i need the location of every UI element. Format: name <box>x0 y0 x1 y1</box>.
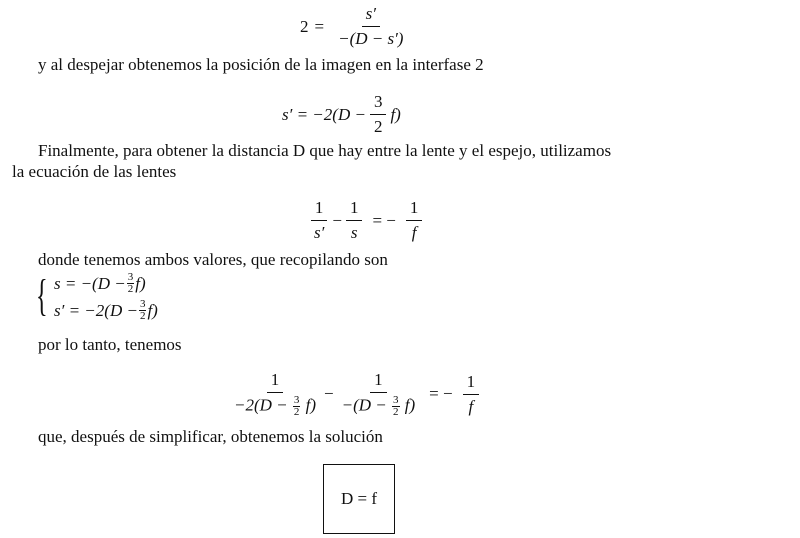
eq4-c-den: f <box>468 396 474 416</box>
eq3-a-den: s′ <box>314 223 325 242</box>
eq1-numerator: s′ <box>362 4 380 27</box>
paragraph-image-position: y al despejar obtenemos la posición de la imagen en la interfase 2 <box>38 55 484 74</box>
eq4-minus: − <box>324 384 334 403</box>
system-line1-frac-num: 3 <box>127 271 134 283</box>
eq4-c-num: 1 <box>463 372 480 395</box>
eq2-tail: f) <box>390 104 401 124</box>
system-line2-pre: s′ = −2(D − <box>54 300 138 320</box>
eq4-b-num: 1 <box>370 370 387 393</box>
eq4-equals: = − <box>429 384 453 403</box>
eq4-b-den-frac <box>392 395 400 418</box>
eq2-lhs: s′ = −2(D − <box>282 104 366 124</box>
eq4-frac-a <box>230 370 320 418</box>
equation-image-ratio <box>300 4 411 49</box>
eq3-c-num: 1 <box>406 198 423 221</box>
eq2-frac-num: 3 <box>370 92 387 115</box>
paragraph-both-values: donde tenemos ambos valores, que recopilando son <box>38 250 388 269</box>
eq4-a-den-frac <box>293 395 301 418</box>
equation-image-position <box>282 92 401 137</box>
eq4-a-den-post: f) <box>305 395 317 415</box>
eq4-frac-c <box>463 372 480 417</box>
eq4-a-den-frac-den: 2 <box>293 406 300 418</box>
system-line1-pre: s = −(D − <box>54 273 126 293</box>
system-line-1 <box>54 272 146 295</box>
eq3-frac-c <box>406 198 423 243</box>
eq3-frac-b <box>346 198 363 243</box>
paragraph-distance-line1: Finalmente, para obtener la distancia D que hay entre la lente y el espejo, utilizamos <box>38 141 612 160</box>
paragraph-therefore: por lo tanto, tenemos <box>38 335 182 354</box>
eq3-frac-a <box>310 198 328 243</box>
solution-text: D = f <box>340 489 378 508</box>
equation-lens <box>306 198 426 243</box>
paragraph-simplify: que, después de simplificar, obtenemos la solución <box>38 427 383 446</box>
eq3-a-num: 1 <box>311 198 328 221</box>
solution-box <box>323 464 395 534</box>
eq4-b-den-frac-den: 2 <box>393 406 399 418</box>
eq3-c-den: f <box>411 223 417 242</box>
eq3-equals: = − <box>372 210 396 230</box>
eq3-b-num: 1 <box>346 198 363 221</box>
eq4-b-den-pre: −(D − <box>341 395 387 415</box>
eq4-frac-b <box>338 370 420 418</box>
equation-combined <box>226 370 483 418</box>
eq1-equals: = <box>314 16 325 36</box>
eq4-b-den-post: f) <box>404 395 416 415</box>
eq1-denominator: −(D − s′) <box>338 29 404 48</box>
eq4-b-den <box>338 393 420 418</box>
system-line2-post: f) <box>147 300 158 320</box>
eq4-a-den-pre: −2(D − <box>234 395 288 415</box>
system-brace: { <box>36 271 48 320</box>
eq3-minus: − <box>332 210 342 230</box>
eq4-a-num: 1 <box>267 370 284 393</box>
system-line2-frac-den: 2 <box>139 310 146 322</box>
paragraph-distance-line2: la ecuación de las lentes <box>12 162 177 181</box>
system-line2-frac <box>139 299 147 322</box>
system-line1-post: f) <box>135 273 146 293</box>
system-line1-frac <box>127 272 135 295</box>
eq2-frac-den: 2 <box>373 117 383 136</box>
eq4-a-den-frac-num: 3 <box>293 394 300 406</box>
eq4-a-den <box>230 393 320 418</box>
system-line1-frac-den: 2 <box>127 283 134 295</box>
eq3-b-den: s <box>350 223 358 242</box>
eq1-fraction <box>334 4 407 49</box>
eq2-fraction <box>370 92 387 137</box>
system-line-2 <box>54 299 158 322</box>
eq1-lhs: 2 <box>300 16 309 36</box>
system-line2-frac-num: 3 <box>139 298 146 310</box>
eq4-b-den-frac-num: 3 <box>393 394 399 406</box>
